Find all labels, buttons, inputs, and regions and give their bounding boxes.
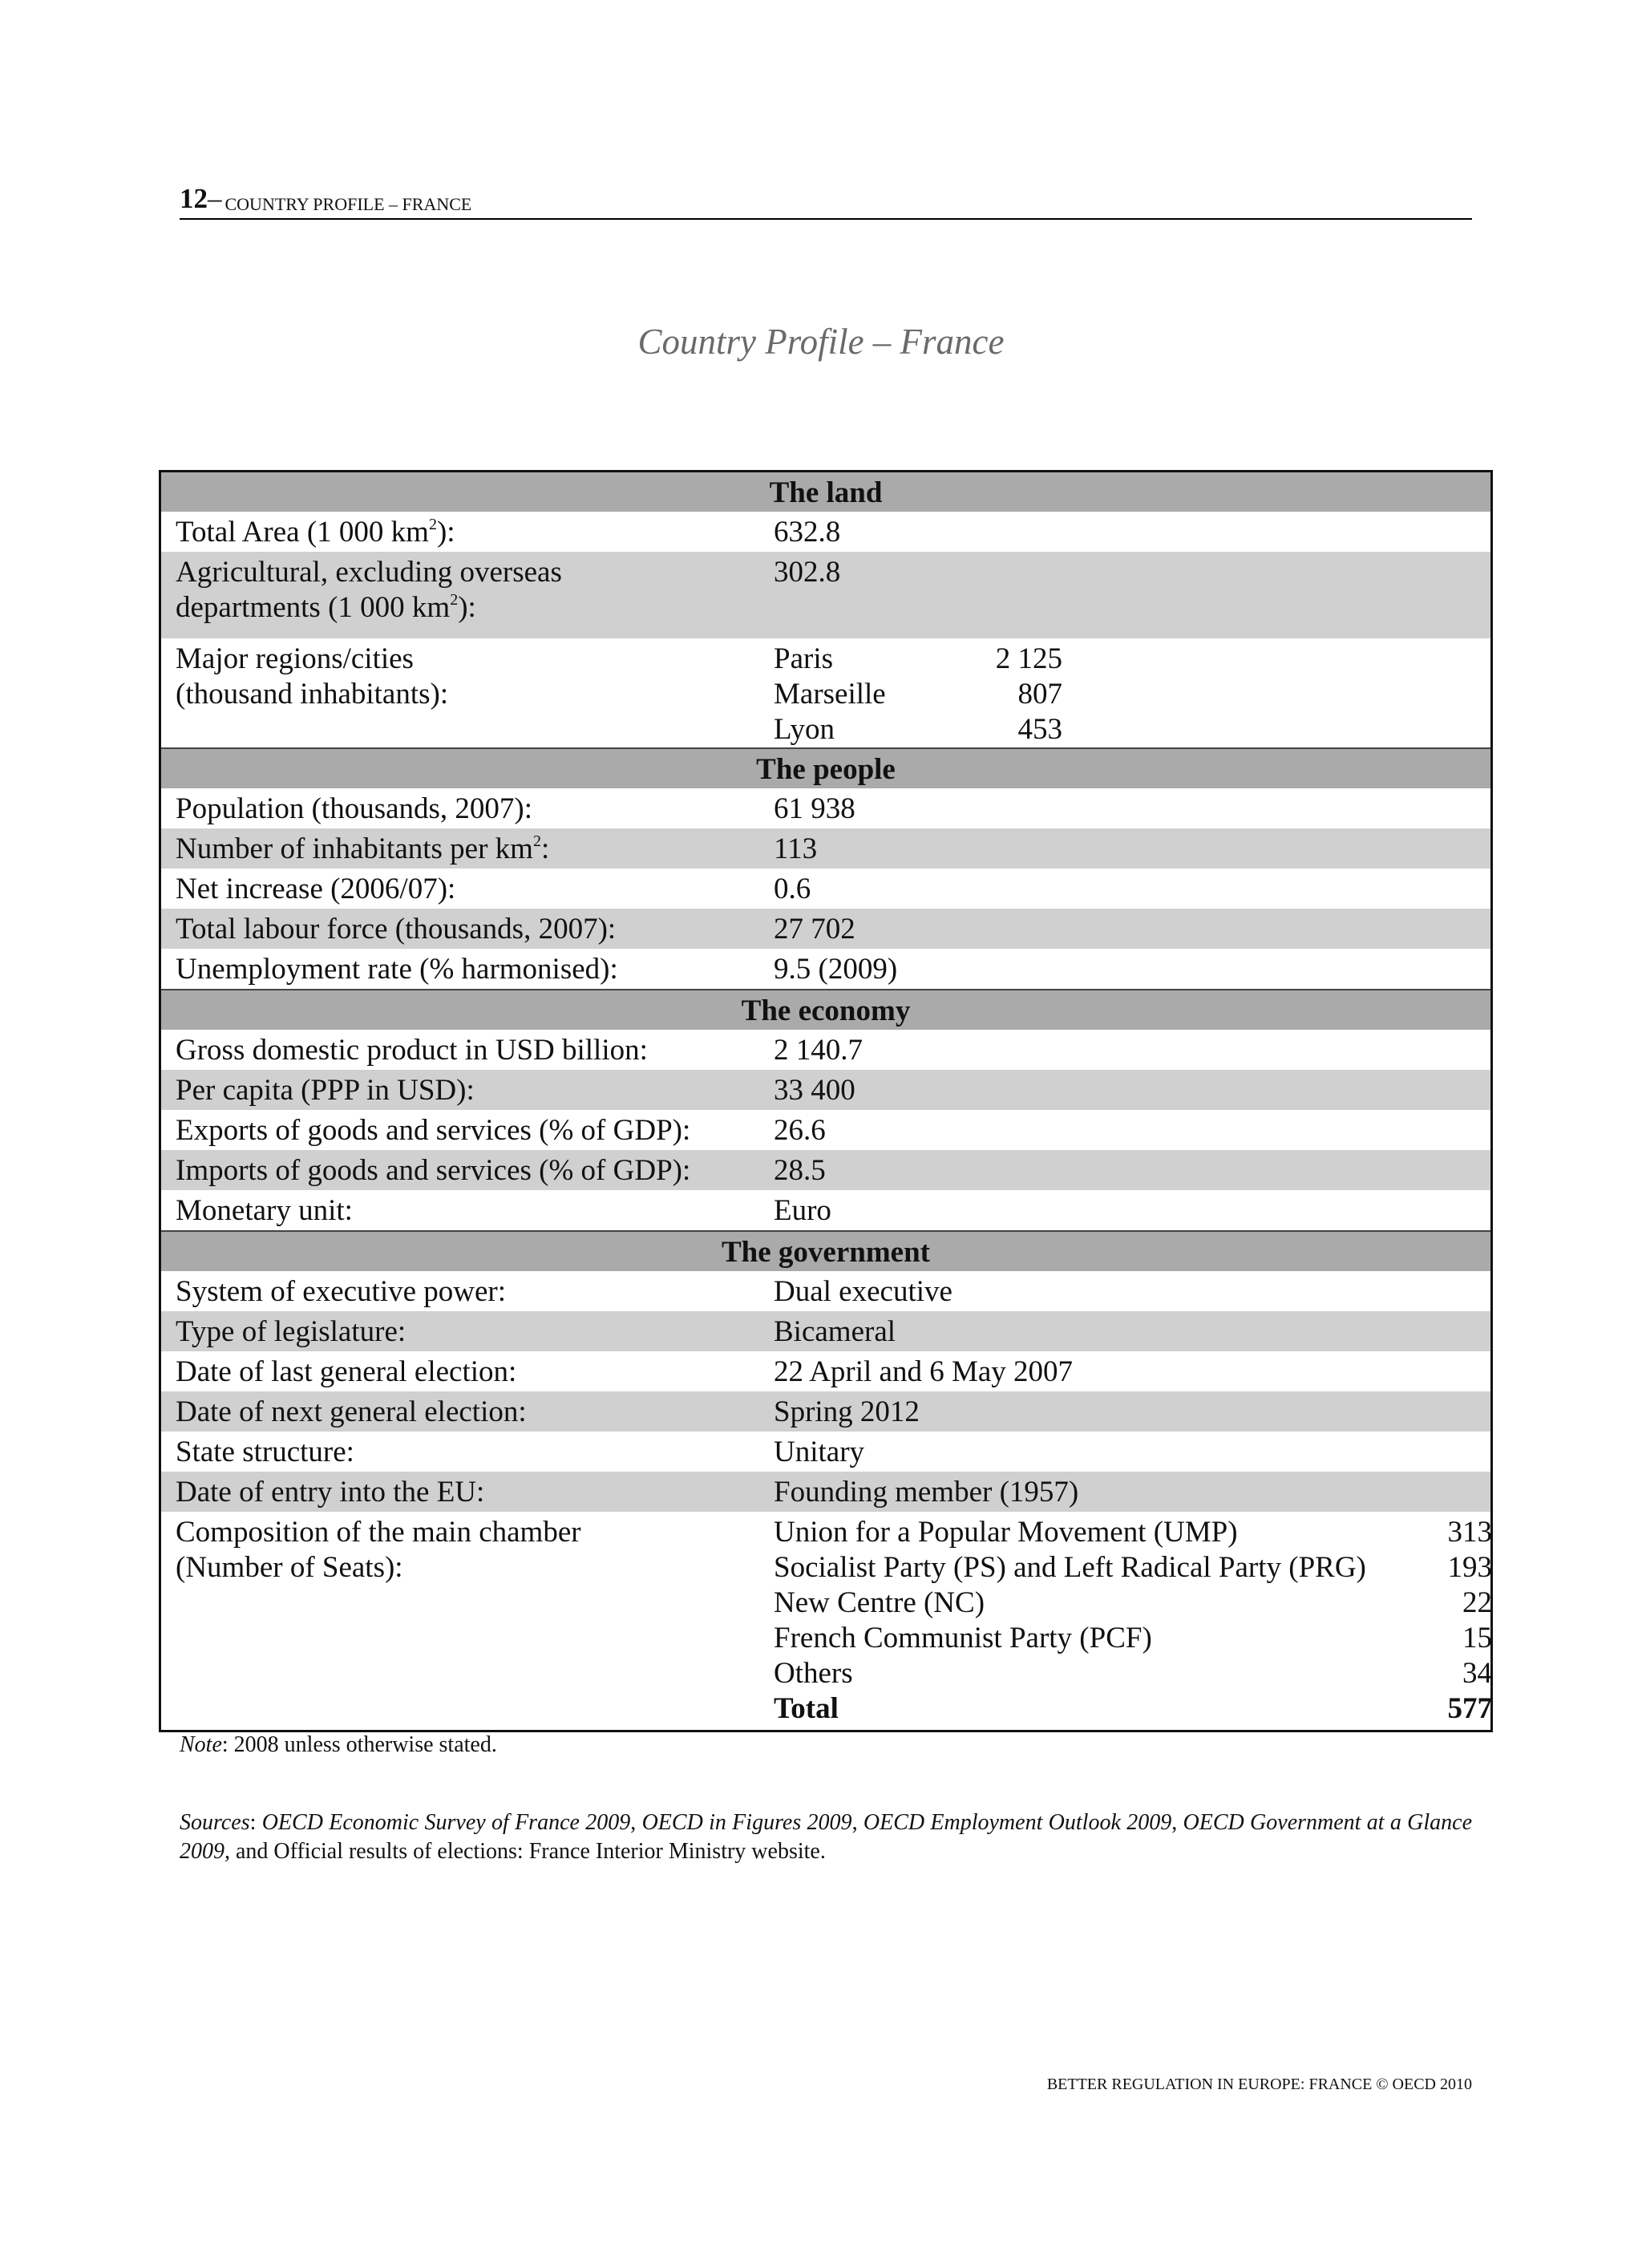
row-label: Date of entry into the EU: [176, 1476, 485, 1509]
list-item: Lyon 453 [774, 713, 1062, 746]
section-heading-people: The people [161, 747, 1490, 788]
table-row [161, 949, 1490, 989]
running-head [180, 181, 1472, 220]
table-row [161, 1150, 1490, 1190]
table-row [161, 1070, 1490, 1110]
list-item: Union for a Popular Movement (UMP) 313 [774, 1516, 1492, 1549]
section-heading-government: The government [161, 1230, 1490, 1271]
row-label: Composition of the main chamber (Number of Seats): [176, 1516, 581, 1584]
table-row [161, 869, 1490, 909]
table-row [161, 1432, 1490, 1472]
row-label: Total labour force (thousands, 2007): [176, 913, 617, 946]
row-value: 632.8 [774, 516, 841, 549]
row-label: Date of next general election: [176, 1395, 527, 1428]
row-value: 2 140.7 [774, 1034, 863, 1067]
country-profile-table [159, 470, 1493, 1732]
table-row [161, 512, 1490, 552]
row-value: 9.5 (2009) [774, 953, 898, 986]
table-row [161, 1030, 1490, 1070]
list-item: New Centre (NC) 22 [774, 1586, 1492, 1619]
row-value: Dual executive [774, 1275, 952, 1308]
table-row [161, 1311, 1490, 1351]
row-value: 33 400 [774, 1074, 855, 1107]
row-label: Total Area (1 000 $km^2$): [176, 515, 455, 549]
row-label: State structure: [176, 1436, 354, 1468]
page-title: Country Profile – France [637, 322, 1005, 362]
table-row [161, 828, 1490, 869]
row-value: 302.8 [774, 556, 841, 589]
row-label: System of executive power: [176, 1275, 507, 1308]
seat-list [774, 1513, 1492, 1727]
table-row [161, 1472, 1490, 1512]
table-row [161, 1512, 1490, 1730]
list-item: Socialist Party (PS) and Left Radical Party (PRG) 193 [774, 1551, 1492, 1584]
row-value: Spring 2012 [774, 1395, 920, 1428]
table-row [161, 788, 1490, 828]
row-value: Unitary [774, 1436, 865, 1468]
section-heading-economy: The economy [161, 989, 1490, 1030]
seat-total: Total 577 [774, 1692, 1492, 1725]
row-label: Gross domestic product in USD billion: [176, 1034, 648, 1067]
table-row [161, 909, 1490, 949]
list-item: Marseille 807 [774, 678, 1062, 711]
row-label: Per capita (PPP in USD): [176, 1074, 475, 1107]
row-value: 26.6 [774, 1114, 826, 1147]
row-label: Date of last general election: [176, 1355, 517, 1388]
row-value: 61 938 [774, 792, 855, 825]
page-footer: BETTER REGULATION IN EUROPE: FRANCE © OECD 2010 [1046, 2076, 1472, 2093]
running-head-text: COUNTRY PROFILE – FRANCE [224, 194, 472, 214]
row-value: 0.6 [774, 873, 811, 905]
row-label: Exports of goods and services (% of GDP): [176, 1114, 691, 1147]
row-value: Euro [774, 1194, 831, 1227]
row-value: 113 [774, 832, 818, 865]
table-row [161, 1110, 1490, 1150]
row-label: Monetary unit: [176, 1194, 353, 1227]
row-label: Number of inhabitants per $km^2$: [176, 832, 550, 865]
row-value: 28.5 [774, 1154, 826, 1187]
row-value: 22 April and 6 May 2007 [774, 1355, 1074, 1388]
row-label: Unemployment rate (% harmonised): [176, 953, 618, 986]
table-row [161, 638, 1490, 747]
row-label: Agricultural, excluding overseas departments (1 000 $km^2$): [176, 556, 562, 624]
table-note: Note: 2008 unless otherwise stated. [180, 1732, 497, 1757]
city-list [774, 640, 1490, 747]
table-row [161, 1391, 1490, 1432]
page-number: 12 [180, 183, 208, 214]
row-label: Population (thousands, 2007): [176, 792, 533, 825]
row-label: Net increase (2006/07): [176, 873, 456, 905]
sources-paragraph: Sources: OECD Economic Survey of France 2009, OECD in Figures 2009, OECD Employment Outlook 2009, OECD Government at a Glance 2009, and Official results of elections: France Interior Ministry website. [180, 1810, 1473, 1864]
section-heading-land: The land [161, 472, 1490, 512]
list-item: Others 34 [774, 1657, 1492, 1690]
table-row [161, 1271, 1490, 1311]
running-head-dash: – [208, 183, 222, 214]
row-label: Imports of goods and services (% of GDP): [176, 1154, 691, 1187]
row-label: Major regions/cities (thousand inhabitants): [176, 642, 449, 711]
list-item: Paris 2 125 [774, 642, 1062, 675]
table-row [161, 552, 1490, 638]
table-row [161, 1190, 1490, 1230]
table-row [161, 1351, 1490, 1391]
row-value: Bicameral [774, 1315, 896, 1348]
row-value: 27 702 [774, 913, 855, 946]
list-item: French Communist Party (PCF) 15 [774, 1622, 1492, 1654]
row-value: Founding member (1957) [774, 1476, 1079, 1509]
row-label: Type of legislature: [176, 1315, 406, 1348]
